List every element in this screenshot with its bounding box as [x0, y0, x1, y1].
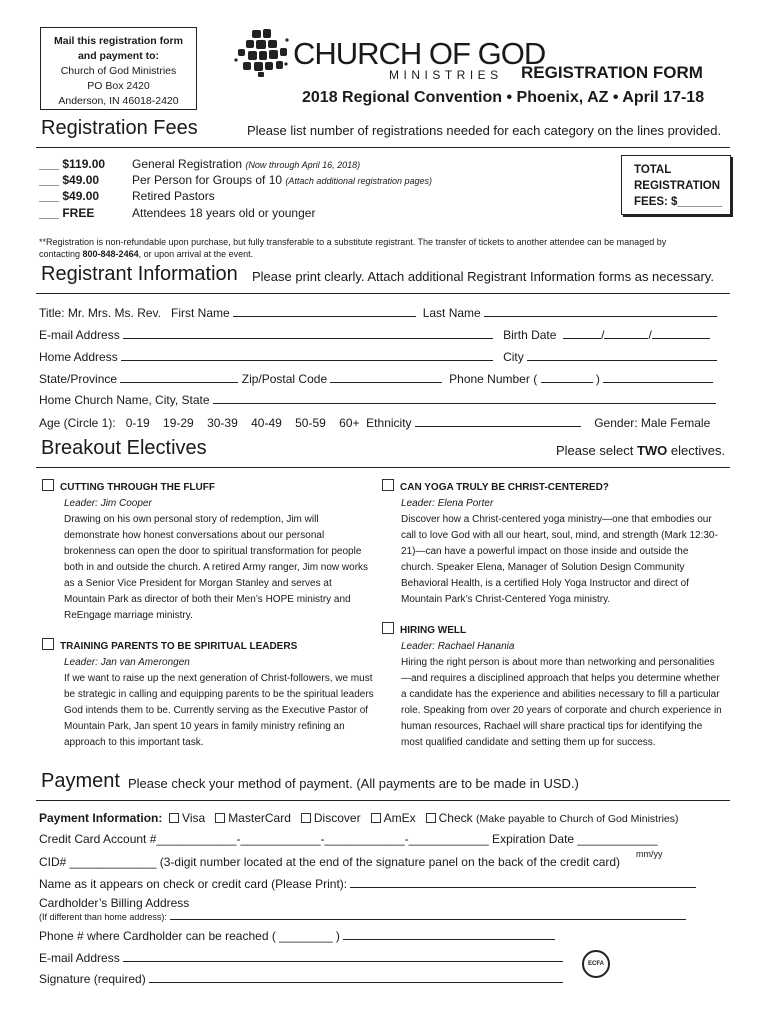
birth-month-field[interactable] — [563, 327, 601, 339]
registrant-section-title: Registrant Information — [41, 263, 238, 285]
mail-line-2: and payment to: — [77, 50, 160, 62]
church-logo-icon — [234, 28, 294, 78]
age-row — [39, 415, 710, 430]
ethnicity-field[interactable] — [415, 415, 581, 427]
mail-line-5: Anderson, IN 46018-2420 — [58, 95, 179, 107]
refund-note-line2b: , or upon arrival at the event. — [138, 249, 254, 259]
electives-note-a: Please select — [556, 443, 637, 458]
fee-row[interactable] — [39, 173, 432, 187]
birth-year-field[interactable] — [652, 327, 710, 339]
logo-subtitle: MINISTRIES — [389, 68, 503, 82]
total-line-3: FEES: $_______ — [634, 196, 723, 208]
signature-field[interactable] — [149, 971, 563, 983]
birth-day-field[interactable] — [604, 327, 648, 339]
elective-item — [382, 622, 722, 751]
electives-note-c: electives. — [667, 443, 726, 458]
billing-address-label: Cardholder’s Billing Address — [39, 896, 190, 910]
payment-email-field[interactable] — [123, 950, 563, 962]
elective-checkbox[interactable] — [42, 479, 54, 491]
email-field[interactable] — [123, 327, 493, 339]
fee-row[interactable] — [39, 206, 315, 220]
electives-section-header — [36, 437, 730, 468]
name-row — [39, 305, 717, 320]
fee-row[interactable] — [39, 189, 215, 203]
home-address-label: Home Address — [39, 350, 118, 364]
logo-name: CHURCH OF GOD — [293, 36, 546, 71]
visa-label: Visa — [182, 811, 206, 825]
signature-row — [39, 971, 563, 986]
cid-field[interactable]: CID# _____________ (3-digit number located at the end of the signature panel on the back of the credit card) — [39, 855, 621, 869]
fees-section-title: Registration Fees — [41, 117, 198, 139]
name-on-card-row — [39, 876, 696, 891]
elective-title: TRAINING PARENTS TO BE SPIRITUAL LEADERS — [60, 641, 298, 652]
amex-checkbox[interactable] — [371, 813, 381, 823]
phone-area-field[interactable] — [541, 371, 593, 383]
name-on-card-label: Name as it appears on check or credit card (Please Print): — [39, 877, 348, 891]
church-row — [39, 392, 716, 407]
fee-extra: (Attach additional registration pages) — [285, 176, 433, 186]
mastercard-label: MasterCard — [228, 811, 291, 825]
title-label: Title: Mr. Mrs. Ms. Rev. — [39, 306, 161, 320]
city-label: City — [503, 350, 524, 364]
home-church-label: Home Church Name, City, State — [39, 393, 210, 407]
cardholder-phone-field[interactable] — [343, 928, 555, 940]
discover-label: Discover — [313, 811, 361, 825]
billing-note: (If different than home address): — [39, 912, 167, 922]
refund-phone: 800-848-2464 — [82, 249, 139, 259]
payment-section-header — [36, 770, 730, 801]
payment-email-label: E-mail Address — [39, 951, 120, 965]
fee-amount: ___ FREE — [39, 206, 95, 220]
form-title: REGISTRATION FORM — [521, 63, 703, 82]
fee-desc: Per Person for Groups of 10 — [132, 173, 283, 187]
elective-title: CAN YOGA TRULY BE CHRIST-CENTERED? — [400, 482, 609, 493]
fee-amount: ___ $119.00 — [39, 157, 106, 171]
event-subtitle: 2018 Regional Convention • Phoenix, AZ • April 17-18 — [302, 89, 705, 106]
elective-leader: Leader: Jan van Amerongen — [64, 657, 190, 668]
zip-label: Zip/Postal Code — [241, 372, 328, 386]
home-church-field[interactable] — [213, 392, 716, 404]
elective-checkbox[interactable] — [382, 622, 394, 634]
elective-item — [382, 479, 718, 608]
last-name-label: Last Name — [422, 306, 481, 320]
payment-info-label: Payment Information: — [39, 811, 163, 825]
fees-note: Please list number of registrations needed for each category on the lines provided. — [247, 123, 722, 138]
elective-title: CUTTING THROUGH THE FLUFF — [60, 482, 215, 493]
fee-desc: Attendees 18 years old or younger — [132, 206, 316, 220]
elective-checkbox[interactable] — [382, 479, 394, 491]
fee-extra: (Now through April 16, 2018) — [245, 160, 361, 170]
fee-desc: General Registration — [132, 157, 243, 171]
refund-note-line2a: contacting — [39, 249, 83, 259]
elective-body: Discover how a Christ-centered yoga ministry—one that embodies our call to love God with all our heart, soul, mind, and strength (Mark 12:30-21)—can have a powerful impact on those inside and outside the church. Speaker Elena, Manager of Solution Design Community Behavioral Health, is a certified Holy Yoga Instructor and direct of Mountain Park’s Christ-Centered Yoga ministry. — [401, 514, 718, 605]
zip-field[interactable] — [330, 371, 442, 383]
billing-note-row — [39, 908, 686, 923]
refund-note — [39, 236, 729, 260]
state-field[interactable] — [120, 371, 238, 383]
fees-section-header — [36, 117, 730, 148]
elective-leader: Leader: Jim Cooper — [64, 498, 152, 509]
total-fees-box[interactable] — [621, 155, 731, 215]
check-label: Check — [438, 811, 473, 825]
address-row — [39, 349, 717, 364]
mail-line-4: PO Box 2420 — [87, 80, 150, 92]
fee-row[interactable] — [39, 157, 360, 171]
payment-email-row — [39, 950, 563, 965]
first-name-field[interactable] — [233, 305, 416, 317]
electives-note — [556, 443, 725, 458]
fee-amount: ___ $49.00 — [39, 173, 100, 187]
registrant-section-header — [36, 263, 730, 294]
name-on-card-field[interactable] — [350, 876, 696, 888]
first-name-label: First Name — [171, 306, 230, 320]
elective-title: HIRING WELL — [400, 625, 467, 636]
payment-note: Please check your method of payment. (All payments are to be made in USD.) — [128, 776, 579, 791]
phone-close: ) — [595, 372, 600, 386]
mail-line-1: Mail this registration form — [54, 35, 183, 47]
city-field[interactable] — [527, 349, 717, 361]
last-name-field[interactable] — [484, 305, 717, 317]
fee-amount: ___ $49.00 — [39, 189, 100, 203]
elective-body: Hiring the right person is about more than networking and personalities—and requires a disciplined approach that helps you determine whether a candidate has the experience and abilities necessary to fill a particular role. Speaking from over 20 years of corporate and church experience in human resources, Rachael will share practical tips for identifying the most qualified candidate and setting them up for success. — [401, 657, 722, 748]
elective-body: Drawing on his own personal story of redemption, Jim will demonstrate how honest conversations about our personal brokenness can open the door to spiritual transformation for people both in and outside the church. A retired Army ranger, Jim now works as a Senior Vice President for Morgan Stanley and serves at Mountain Park as director of both their Men’s HOPE ministry and ReEngage marriage ministry. — [64, 514, 369, 621]
credit-card-account-field[interactable]: Credit Card Account #____________-____________-____________-____________ Expiration Date ____________ — [39, 832, 658, 846]
signature-label: Signature (required) — [39, 972, 146, 986]
gender-label[interactable]: Gender: Male Female — [594, 416, 711, 430]
total-line-1: TOTAL — [634, 164, 672, 176]
electives-section-title: Breakout Electives — [41, 437, 207, 459]
ecfa-badge: ECFA — [582, 950, 610, 978]
payment-section-title: Payment — [41, 770, 120, 792]
mastercard-checkbox[interactable] — [215, 813, 225, 823]
discover-checkbox[interactable] — [301, 813, 311, 823]
mail-instructions — [40, 27, 197, 110]
home-address-field[interactable] — [121, 349, 493, 361]
total-line-2: REGISTRATION — [634, 180, 721, 192]
payment-methods-row — [39, 811, 678, 825]
elective-item — [42, 479, 372, 624]
email-label: E-mail Address — [39, 328, 120, 342]
check-note: (Make payable to Church of God Ministries) — [475, 813, 679, 825]
registrant-note: Please print clearly. Attach additional Registrant Information forms as necessary. — [252, 269, 714, 284]
cardholder-phone-label: Phone # where Cardholder can be reached ( ________ ) — [39, 929, 340, 943]
phone-number-field[interactable] — [603, 371, 713, 383]
mail-line-3: Church of God Ministries — [60, 65, 177, 77]
billing-address-field[interactable] — [170, 908, 686, 920]
birth-date-label: Birth Date — [503, 328, 557, 342]
age-label: Age (Circle 1): 0-19 19-29 30-39 40-49 50-59 60+ Ethnicity — [39, 416, 412, 430]
email-row: E-mail Address Birth Date / / — [39, 327, 710, 342]
elective-leader: Leader: Elena Porter — [401, 498, 494, 509]
fee-desc: Retired Pastors — [132, 189, 215, 203]
elective-leader: Leader: Rachael Hanania — [401, 641, 515, 652]
state-label: State/Province — [39, 372, 118, 386]
electives-note-b: TWO — [636, 443, 668, 458]
amex-label: AmEx — [383, 811, 416, 825]
elective-checkbox[interactable] — [42, 638, 54, 650]
visa-checkbox[interactable] — [169, 813, 179, 823]
phone-label: Phone Number ( — [449, 372, 538, 386]
check-checkbox[interactable] — [426, 813, 436, 823]
state-row — [39, 371, 713, 386]
cardholder-phone-row — [39, 928, 555, 943]
elective-item — [42, 638, 372, 751]
elective-body: If we want to raise up the next generation of Christ-followers, we must be strategic in calling and equipping parents to be the spiritual leaders God intends them to be. Currently serving as the Executive Pastor of Mountain Park, Jan spent 10 years in family ministry refining an approach to this important task. — [64, 673, 374, 748]
mmyy-hint: mm/yy — [636, 849, 663, 859]
refund-note-line1: **Registration is non-refundable upon purchase, but fully transferable to a substitute registrant. The transfer of tickets to another attendee can be managed by — [39, 237, 667, 247]
